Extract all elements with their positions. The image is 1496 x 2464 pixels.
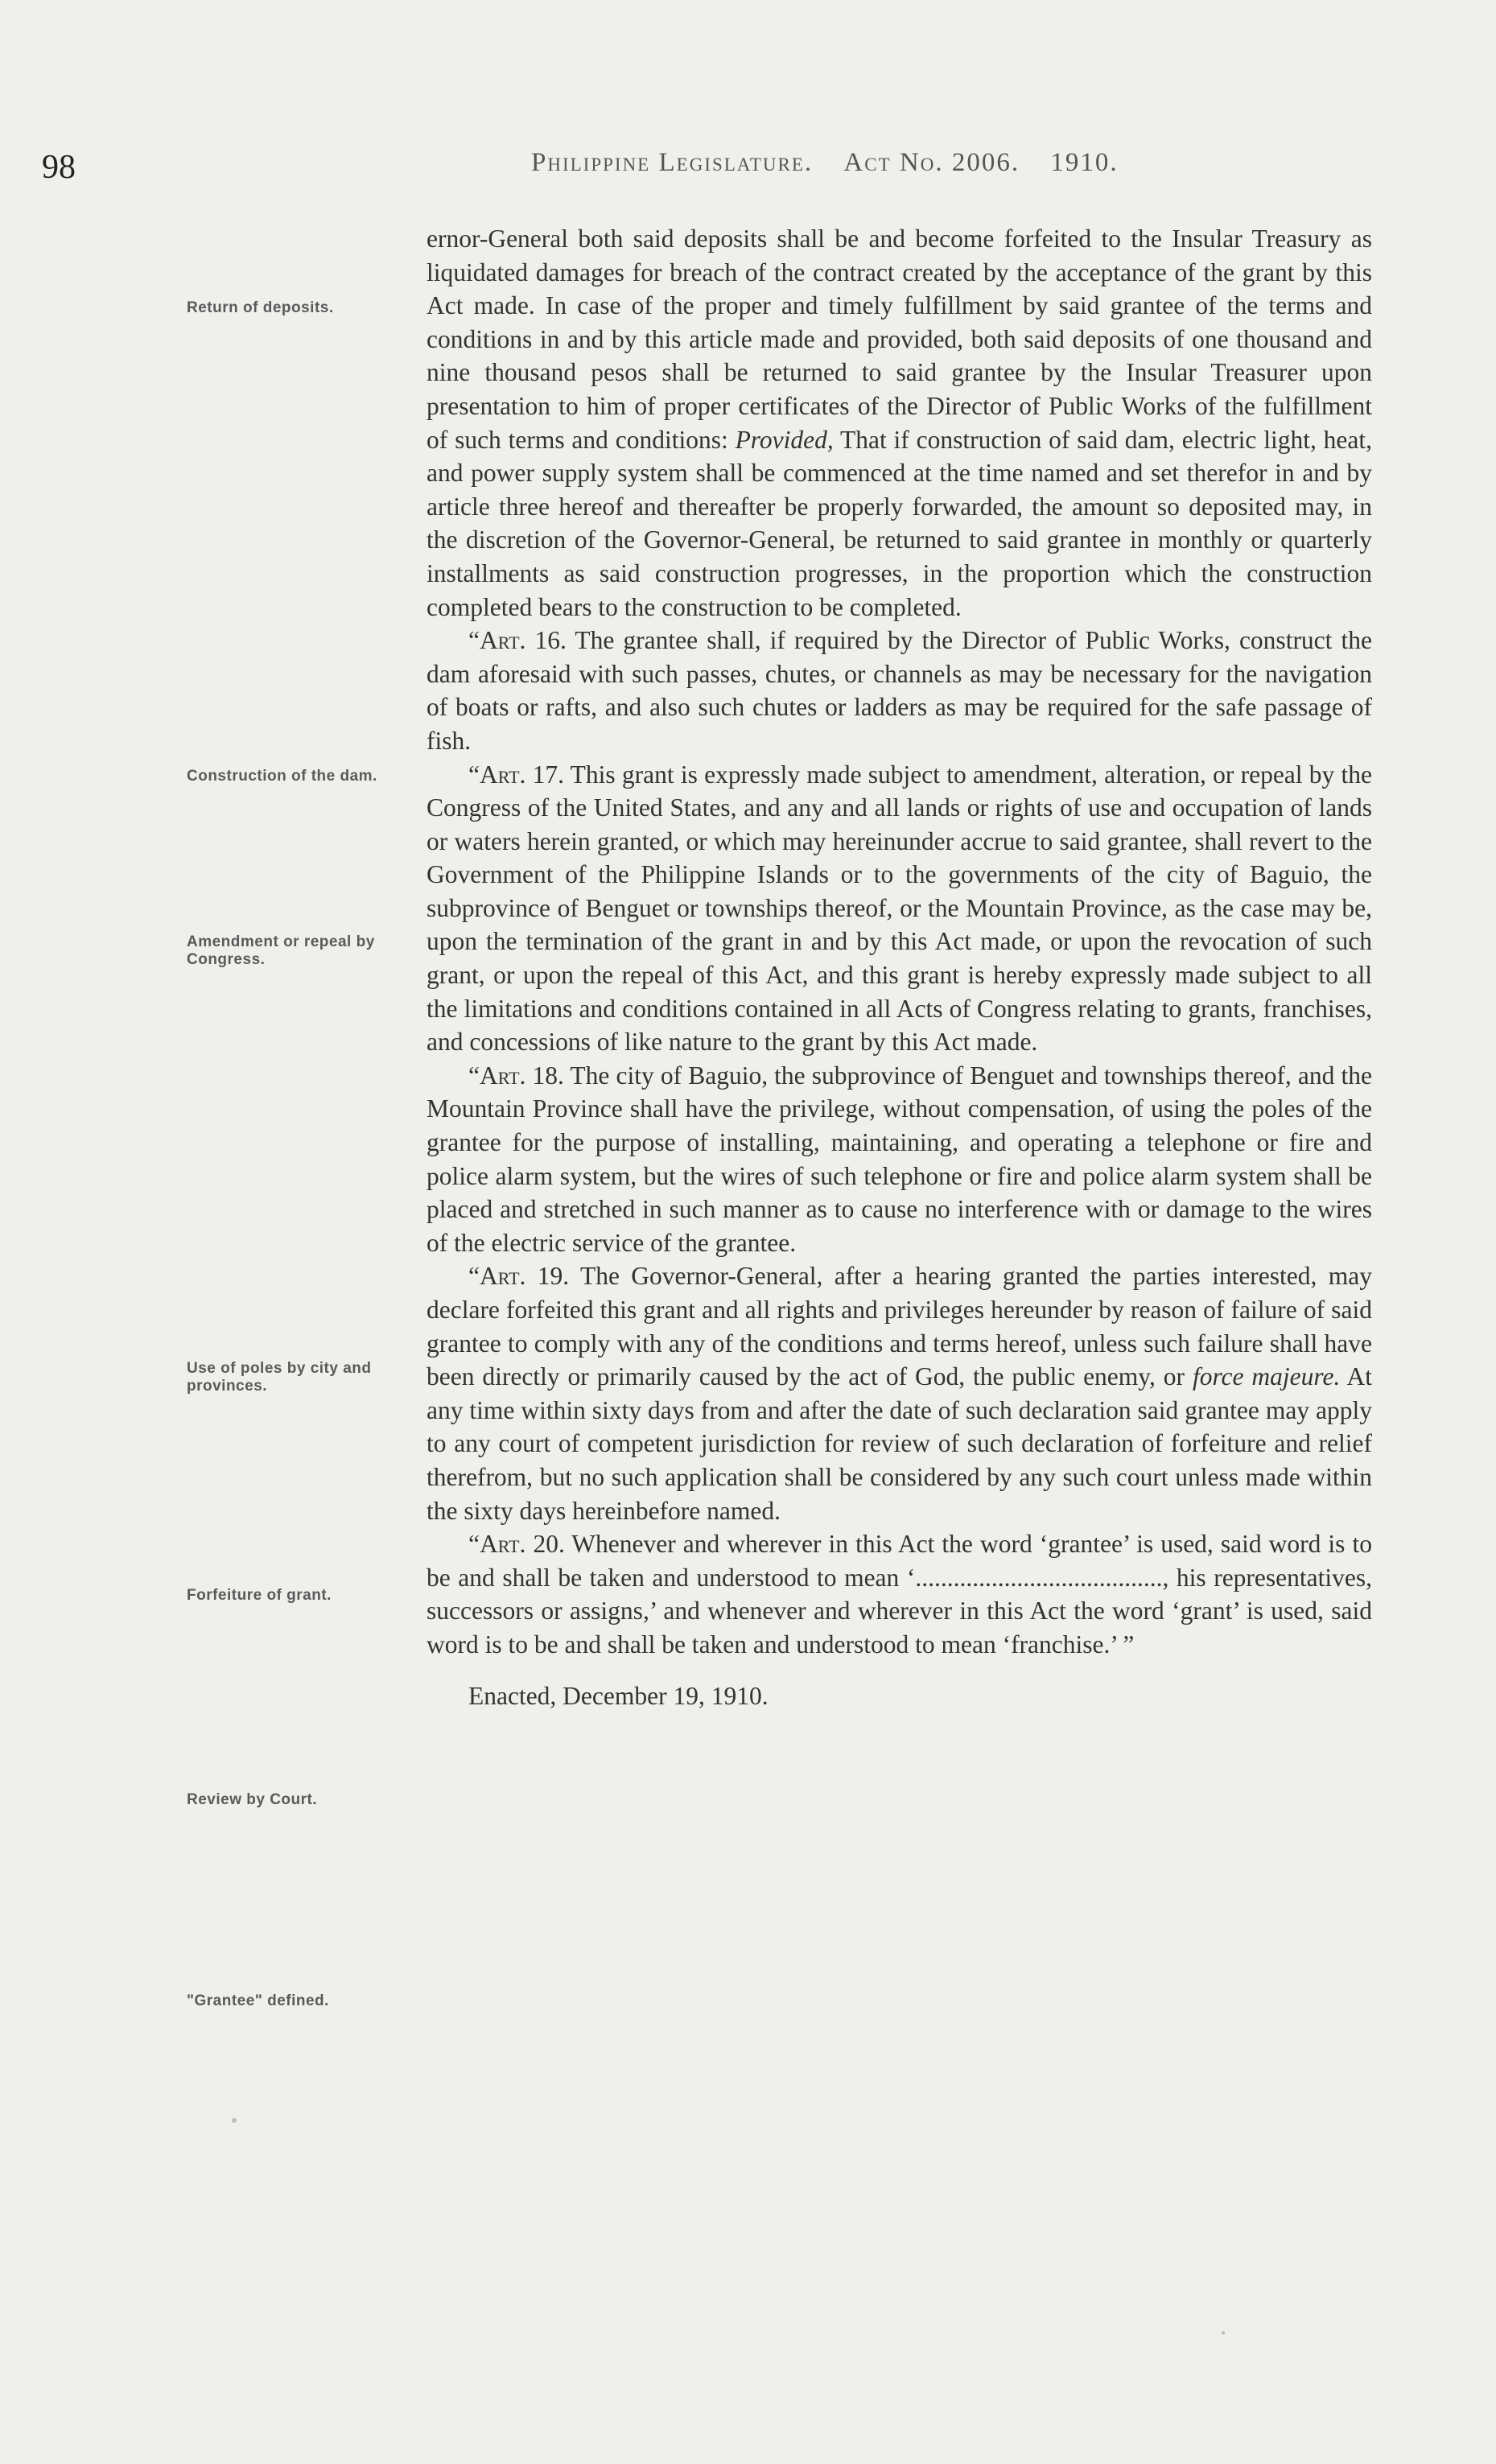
running-head-year: 1910. [1050, 148, 1119, 177]
margin-note-return-of-deposits: Return of deposits. [187, 299, 334, 316]
proviso-term: Provided, [735, 425, 834, 454]
article-19-text-b: At any time within sixty days from and after the date of such declaration said grantee may apply to any court of competent jurisdiction for review of such declaration of forfeiture and relief therefrom, but no such application shall be considered by any such court unless made within the sixty days hereinbefore named. [427, 1362, 1373, 1525]
article-17-label: “Art. 17. [468, 760, 565, 789]
running-head [531, 148, 1141, 178]
article-16-text: The grantee shall, if required by the Director of Public Works, construct the dam aforesaid with such passes, chutes, or channels as may be necessary for the navigation of boats or rafts, and also such chutes or ladders as may be required for the safe passage of fish. [427, 626, 1372, 755]
article-19-text-a: The Governor-General, after a hearing granted the parties interested, may declare forfeited this grant and all rights and privileges hereunder by reason of failure of said grantee to comply with any of the conditions and terms hereof, unless such failure shall have been directly or primarily caused by the act of God, the public enemy, or [427, 1262, 1372, 1391]
article-16-label: “Art. 16. [468, 626, 567, 655]
enacted-line: Enacted, December 19, 1910. [468, 1681, 769, 1710]
page-number: 98 [42, 149, 76, 186]
p1-after-proviso: That if construction of said dam, electric light, heat, and power supply system shall be commenced at the time named and set therefor in and by article three hereof and thereafter be properly forwarded, the amount so deposited may, in the discretion of the Governor-General, be returned to said grantee in monthly or quarterly installments as said construction progresses, in the proportion which the construction completed bears to the construction to be completed. [427, 425, 1372, 621]
article-19-label: “Art. 19. [468, 1262, 570, 1291]
article-18-text: The city of Baguio, the subprovince of Benguet and townships thereof, and the Mountain Province shall have the privilege, without compensation, of using the poles of the grantee for the purpose of installing, maintaining, and operating a telephone or fire and police alarm system, but the wires of such telephone or fire and police alarm system shall be placed and stretched in such manner as to cause no interference with or damage to the wires of the electric service of the grantee. [427, 1061, 1372, 1257]
article-19 [427, 1259, 1372, 1527]
article-20 [427, 1527, 1372, 1661]
article-18 [427, 1059, 1372, 1260]
article-16 [427, 624, 1372, 757]
running-head-act: Act No. 2006. [843, 148, 1020, 177]
margin-note-review-by-court: Review by Court. [187, 1791, 318, 1808]
force-majeure-term: force majeure. [1192, 1362, 1341, 1391]
p1-before-proviso: ernor-General both said deposits shall be and become forfeited to the Insular Treasury as liquidated damages for breach of the contract created by the acceptance of the grant by this Act made. In case of the proper and timely fulfillment by said grantee of the terms and conditions in and by this article made and provided, both said deposits of one thousand and nine thousand pesos shall be returned to said grantee by the Insular Treasurer upon presentation to him of proper certificates of the Director of Public Works of the fulfillment of such terms and conditions: [427, 225, 1372, 454]
margin-note-grantee-defined: "Grantee" defined. [187, 1992, 329, 2009]
article-18-label: “Art. 18. [468, 1061, 564, 1090]
article-17-text: This grant is expressly made subject to amendment, alteration, or repeal by the Congress of the United States, and any and all lands or rights of use and occupation of lands or waters herein granted, or which may hereinunder accrue to said grantee, shall revert to the Government of the Philippine Islands or to the governments of the city of Baguio, the subprovince of Benguet or townships thereof, or the Mountain Province, as the case may be, upon the termination of the grant in and by this Act made, or upon the revocation of such grant, or upon the repeal of this Act, and this grant is hereby expressly made subject to all the limitations and conditions contained in all Acts of Congress relating to grants, franchises, and concessions of like nature to the grant by this Act made. [427, 760, 1372, 1057]
margin-note-forfeiture-of-grant: Forfeiture of grant. [187, 1587, 332, 1604]
margin-note-amendment-or-repeal: Amendment or repeal by Congress. [187, 933, 375, 968]
margin-note-construction-of-dam: Construction of the dam. [187, 768, 377, 785]
margin-note-use-of-poles: Use of poles by city and provinces. [187, 1360, 372, 1395]
article-20-text: Whenever and wherever in this Act the word ‘grantee’ is used, said word is to be and shall be taken and understood to mean ‘......................................., his representatives, successors or assigns,’ and whenever and wherever in this Act the word ‘grant’ is used, said word is to be and shall be taken and understood to mean ‘franchise.’ ” [427, 1530, 1372, 1658]
act-body-text [427, 222, 1372, 1712]
article-20-label: “Art. 20. [468, 1530, 565, 1559]
paragraph-return-of-deposits [427, 222, 1372, 624]
print-speck [1222, 2331, 1225, 2334]
print-speck [232, 2118, 237, 2123]
article-17 [427, 758, 1372, 1059]
running-head-publication: Philippine Legislature. [531, 148, 814, 177]
